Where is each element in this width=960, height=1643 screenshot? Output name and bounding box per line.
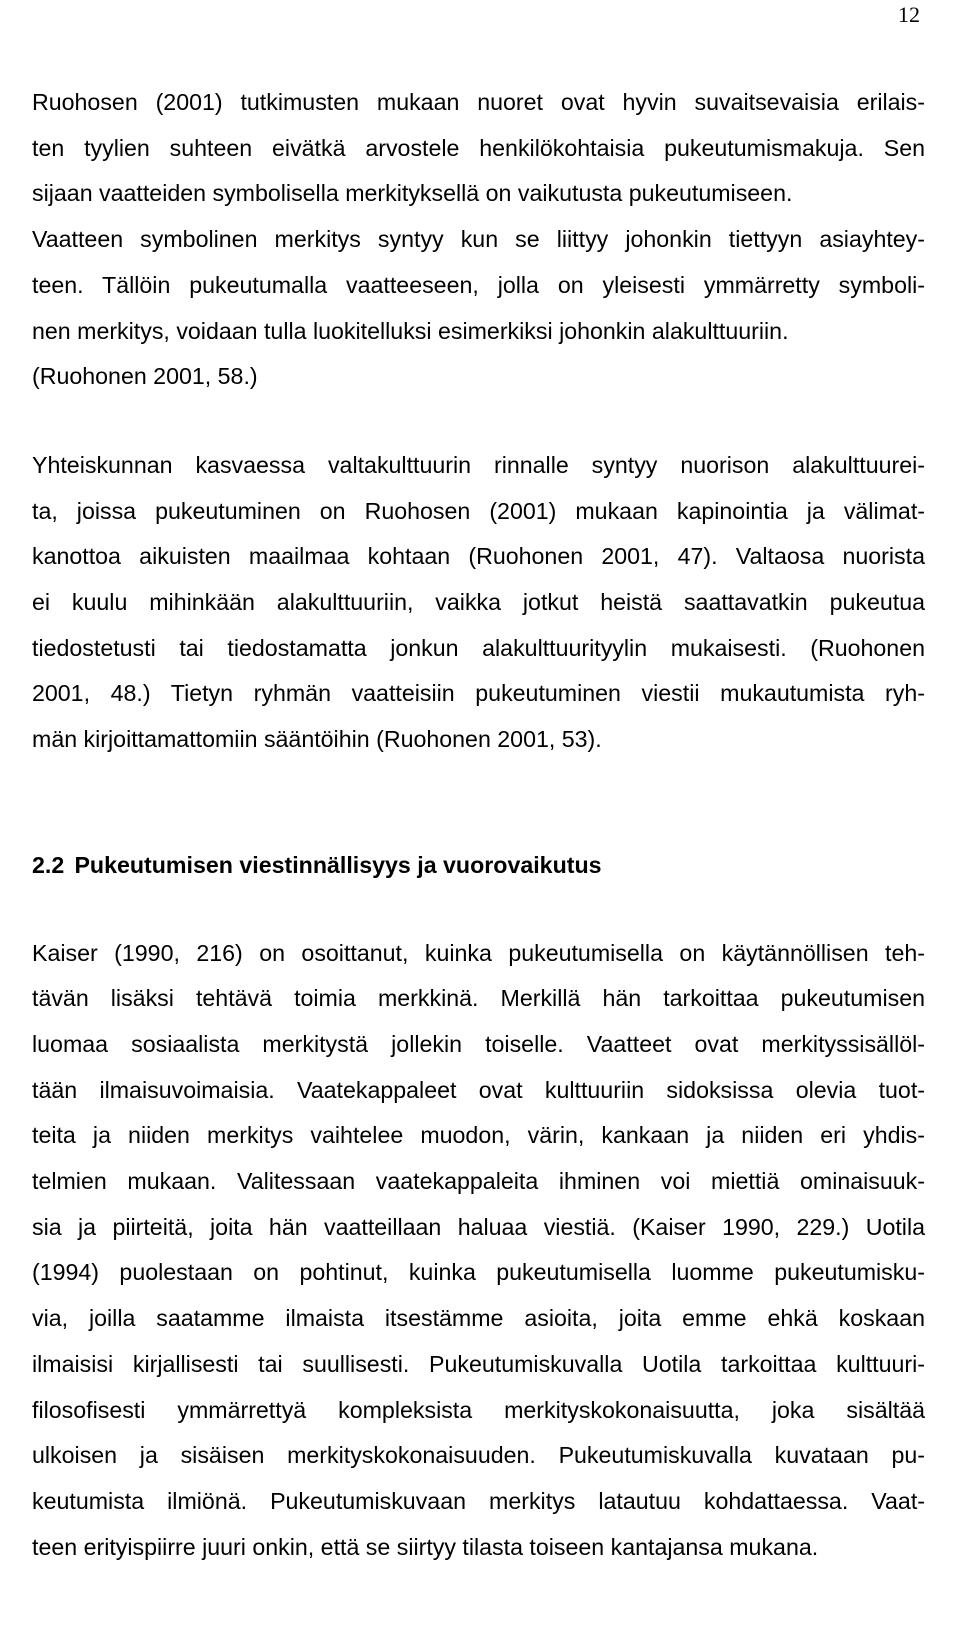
text-line: (1994) puolestaan on pohtinut, kuinka pukeutumisella luomme pukeutumisku- bbox=[32, 1259, 925, 1286]
text-line: ten tyylien suhteen eivätkä arvostele henkilökohtaisia pukeutumismakuja. Sen bbox=[32, 134, 925, 161]
text-line: ulkoisen ja sisäisen merkityskokonaisuuden. Pukeutumiskuvalla kuvataan pu- bbox=[32, 1442, 925, 1469]
text-line: tään ilmaisuvoimaisia. Vaatekappaleet ovat kulttuuriin sidoksissa olevia tuot- bbox=[32, 1076, 925, 1103]
text-line: män kirjoittamattomiin sääntöihin (Ruohonen 2001, 53). bbox=[32, 726, 602, 753]
text-line: kanottoa aikuisten maailmaa kohtaan (Ruohonen 2001, 47). Valtaosa nuorista bbox=[32, 543, 925, 570]
text-line: teita ja niiden merkitys vaihtelee muodon, värin, kankaan ja niiden eri yhdis- bbox=[32, 1122, 925, 1149]
text-line: Kaiser (1990, 216) on osoittanut, kuinka pukeutumisella on käytännöllisen teh- bbox=[32, 939, 925, 966]
paragraph-3 bbox=[32, 931, 925, 1571]
page-number: 12 bbox=[898, 2, 920, 27]
text-line: ilmaisisi kirjallisesti tai suullisesti. Pukeutumiskuvalla Uotila tarkoittaa kulttuuri- bbox=[32, 1350, 925, 1377]
text-line: teen. Tällöin pukeutumalla vaatteeseen, jolla on yleisesti ymmärretty symboli- bbox=[32, 271, 925, 298]
text-line: Ruohosen (2001) tutkimusten mukaan nuoret ovat hyvin suvaitsevaisia erilais- bbox=[32, 89, 925, 115]
text-line: (Ruohonen 2001, 58.) bbox=[32, 363, 258, 390]
text-line: 2001, 48.) Tietyn ryhmän vaatteisiin pukeutuminen viestii mukautumista ryh- bbox=[32, 680, 925, 707]
text-line: via, joilla saatamme ilmaista itsestämme asioita, joita emme ehkä koskaan bbox=[32, 1305, 925, 1332]
text-line: keutumista ilmiönä. Pukeutumiskuvaan merkitys latautuu kohdattaessa. Vaat- bbox=[32, 1487, 925, 1514]
paragraph-1 bbox=[32, 80, 925, 400]
text-line: tävän lisäksi tehtävä toimia merkkinä. Merkillä hän tarkoittaa pukeutumisen bbox=[32, 985, 925, 1012]
text-line: Vaatteen symbolinen merkitys syntyy kun se liittyy johonkin tiettyyn asiayhtey- bbox=[32, 226, 925, 253]
document-body bbox=[32, 80, 925, 1570]
text-line: tiedostetusti tai tiedostamatta jonkun alakulttuurityylin mukaisesti. (Ruohonen bbox=[32, 634, 925, 661]
text-line: nen merkitys, voidaan tulla luokitelluksi esimerkiksi johonkin alakulttuuriin. bbox=[32, 317, 789, 344]
section-heading bbox=[32, 843, 925, 889]
text-line: luomaa sosiaalista merkitystä jollekin toiselle. Vaatteet ovat merkityssisällöl- bbox=[32, 1030, 925, 1057]
paragraph-2 bbox=[32, 443, 925, 763]
section-number: 2.2 bbox=[32, 851, 65, 878]
text-line: ei kuulu mihinkään alakulttuuriin, vaikka jotkut heistä saattavatkin pukeutua bbox=[32, 589, 925, 616]
text-line: teen erityispiirre juuri onkin, että se siirtyy tilasta toiseen kantajansa mukana. bbox=[32, 1533, 819, 1560]
text-line: ta, joissa pukeutuminen on Ruohosen (2001) mukaan kapinointia ja välimat- bbox=[32, 497, 925, 524]
text-line: sijaan vaatteiden symbolisella merkityksellä on vaikutusta pukeutumiseen. bbox=[32, 180, 793, 207]
text-line: telmien mukaan. Valitessaan vaatekappaleita ihminen voi miettiä ominaisuuk- bbox=[32, 1168, 925, 1195]
section-title: Pukeutumisen viestinnällisyys ja vuorovaikutus bbox=[74, 851, 602, 878]
text-line: Yhteiskunnan kasvaessa valtakulttuurin rinnalle syntyy nuorison alakulttuurei- bbox=[32, 451, 925, 478]
text-line: filosofisesti ymmärrettyä kompleksista merkityskokonaisuutta, joka sisältää bbox=[32, 1396, 925, 1423]
text-line: sia ja piirteitä, joita hän vaatteillaan haluaa viestiä. (Kaiser 1990, 229.) Uotila bbox=[32, 1213, 925, 1240]
